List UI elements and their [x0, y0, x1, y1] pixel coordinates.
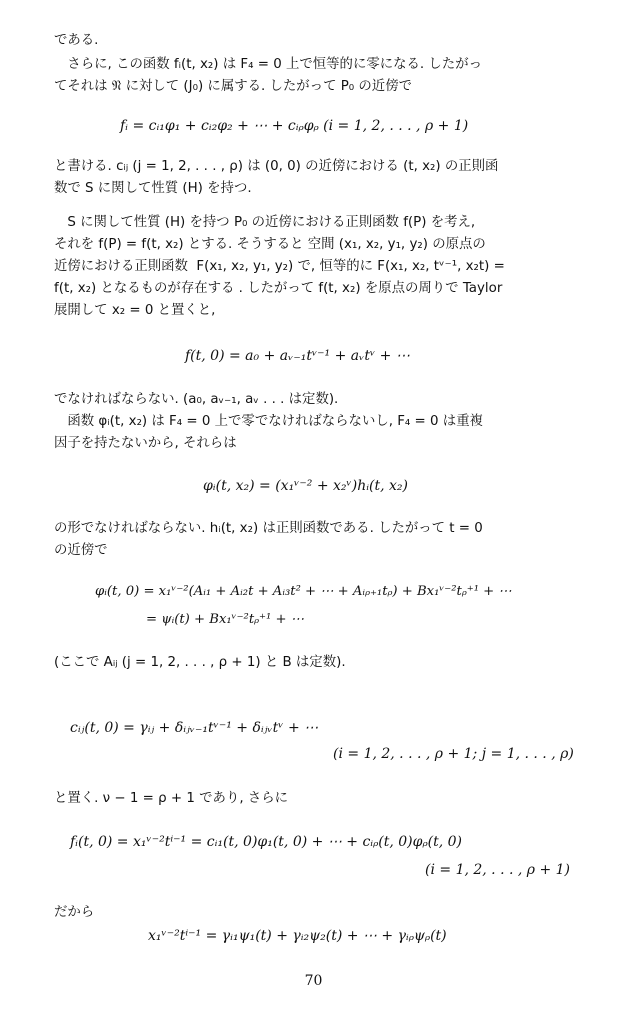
equation-f-i: fᵢ = cᵢ₁φ₁ + cᵢ₂φ₂ + ⋯ + cᵢᵨφᵨ (i = 1, 2, . . . , ρ + 1) — [120, 118, 469, 134]
paragraph-9: だから — [54, 905, 95, 920]
equation-phi-expansion-line2: = ψᵢ(t) + Bx₁ᵛ⁻²tᵨ⁺¹ + ⋯ — [146, 612, 304, 627]
equation-c-ij-line2: (i = 1, 2, . . . , ρ + 1; j = 1, . . . , ρ) — [333, 746, 574, 762]
equation-f-t0: f(t, 0) = a₀ + aᵥ₋₁tᵛ⁻¹ + aᵥtᵛ + ⋯ — [185, 348, 410, 364]
equation-f-expansion-line1: fᵢ(t, 0) = x₁ᵛ⁻²tⁱ⁻¹ = cᵢ₁(t, 0)φ₁(t, 0) + ⋯ + cᵢᵨ(t, 0)φᵨ(t, 0) — [70, 834, 462, 850]
equation-phi-i: φᵢ(t, x₂) = (x₁ᵛ⁻² + x₂ᵛ)hᵢ(t, x₂) — [203, 478, 409, 494]
equation-x1-expansion: x₁ᵛ⁻²tⁱ⁻¹ = γᵢ₁ψ₁(t) + γᵢ₂ψ₂(t) + ⋯ + γᵢᵨψᵨ(t) — [148, 928, 447, 944]
paragraph-5: でなければならない. (a₀, aᵥ₋₁, aᵥ . . . は定数). 函数 φᵢ(t, x₂) は F₄ = 0 上で零でなければならないし, F₄ = 0 は重複 因子を持たないから, それらは — [54, 392, 483, 451]
paragraph-3: と書ける. cᵢⱼ (j = 1, 2, . . . , ρ) は (0, 0) の近傍における (t, x₂) の正則函 数で S に関して性質 (H) を持つ. — [54, 159, 499, 196]
paragraph-7: (ここで Aᵢⱼ (j = 1, 2, . . . , ρ + 1) と B は定数). — [54, 655, 346, 670]
paragraph-1: である. — [54, 33, 99, 48]
page-number: 70 — [304, 973, 323, 989]
equation-c-ij-line1: cᵢⱼ(t, 0) = γᵢⱼ + δᵢⱼᵥ₋₁tᵛ⁻¹ + δᵢⱼᵥtᵛ + ⋯ — [70, 720, 319, 736]
paragraph-8: と置く. ν − 1 = ρ + 1 であり, さらに — [54, 791, 289, 806]
equation-f-expansion-line2: (i = 1, 2, . . . , ρ + 1) — [425, 862, 571, 878]
paragraph-4: S に関して性質 (H) を持つ P₀ の近傍における正則函数 f(P) を考え, それを f(P) = f(t, x₂) とする. そうすると 空間 (x₁, x₂, y₁, y₂) の原点の 近傍における正則函数 F(x₁, x₂, y₁, y₂) で, 恒等的に F(x₁, x₂, tᵛ⁻¹, x₂t) = f(t, x₂) となるものが存在する . したがって f(t, x₂) を原点の周りで Taylor 展開して x₂ = 0 と置くと, — [54, 215, 505, 318]
equation-phi-expansion-line1: φᵢ(t, 0) = x₁ᵛ⁻²(Aᵢ₁ + Aᵢ₂t + Aᵢ₃t² + ⋯ + Aᵢᵨ₊₁tᵨ) + Bx₁ᵛ⁻²tᵨ⁺¹ + ⋯ — [95, 584, 512, 599]
paragraph-2: さらに, この函数 fᵢ(t, x₂) は F₄ = 0 上で恒等的に零になる. したがっ てそれは 𝔑 に対して (J₀) に属する. したがって P₀ の近傍で — [54, 57, 482, 94]
paragraph-6: の形でなければならない. hᵢ(t, x₂) は正則函数である. したがって t = 0 の近傍で — [54, 521, 483, 558]
